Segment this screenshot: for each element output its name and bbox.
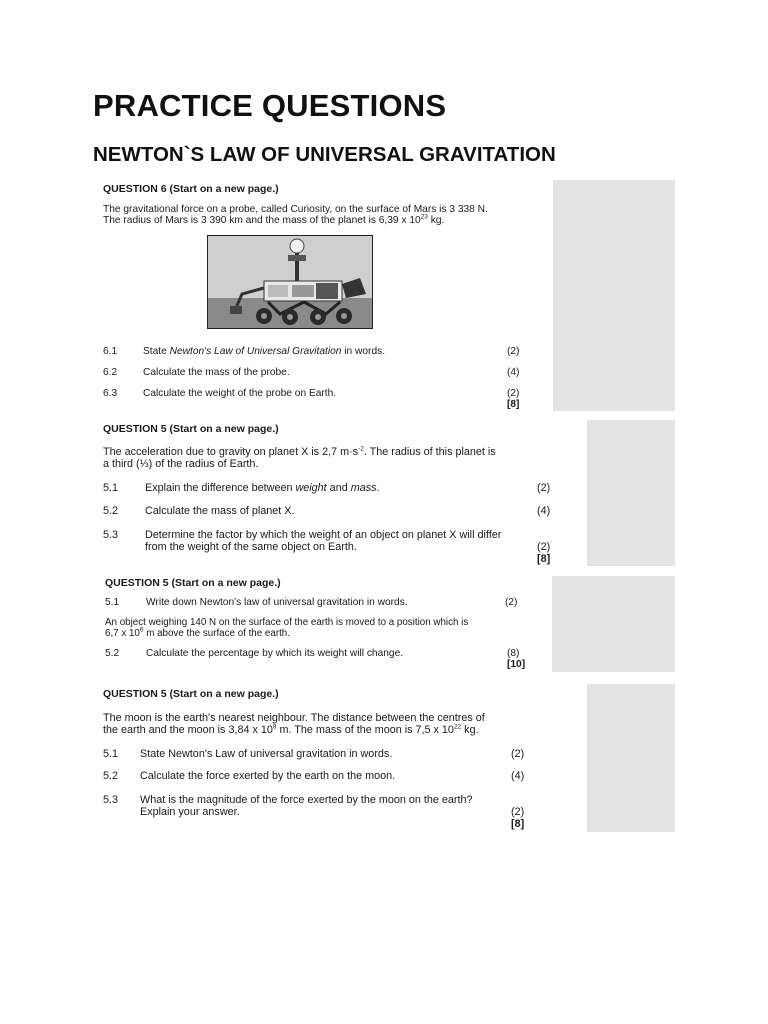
item-text: Explain your answer. [140, 806, 240, 818]
question-heading: QUESTION 5 (Start on a new page.) [105, 577, 281, 589]
rover-illustration [208, 236, 373, 329]
item-marks: (2) [537, 541, 551, 553]
item-marks: (2) [505, 597, 518, 608]
item-text: Explain the difference between weight and mass. [145, 482, 380, 494]
page-title: PRACTICE QUESTIONS [93, 88, 447, 123]
question-intro-line: The gravitational force on a probe, called Curiosity, on the surface of Mars is 3 338 N. [103, 204, 488, 215]
item-text: Write down Newton's law of universal gravitation in words. [146, 597, 408, 608]
question-heading: QUESTION 5 (Start on a new page.) [103, 688, 279, 700]
item-text: Calculate the weight of the probe on Earth. [143, 388, 337, 399]
item-marks: (2) [507, 346, 520, 357]
question-intro-line: The moon is the earth's nearest neighbour. The distance between the centres of [103, 712, 485, 724]
question-total: [8] [511, 818, 525, 830]
item-marks: (2) [537, 482, 551, 494]
item-marks: (2) [507, 388, 520, 399]
item-number: 6.2 [103, 367, 118, 378]
question-total: [8] [537, 553, 551, 565]
item-number: 5.1 [103, 748, 119, 760]
margin-strip-q3 [552, 576, 675, 672]
item-marks: (4) [537, 505, 551, 517]
item-number: 5.3 [103, 529, 119, 541]
question-total: [10] [507, 659, 526, 670]
item-marks: (4) [507, 367, 520, 378]
item-number: 6.3 [103, 388, 118, 399]
item-number: 5.2 [105, 648, 120, 659]
question-heading: QUESTION 5 (Start on a new page.) [103, 423, 279, 435]
item-number: 5.1 [103, 482, 119, 494]
question-intro-line: An object weighing 140 N on the surface of the earth is moved to a position which is [105, 617, 469, 628]
item-number: 5.1 [105, 597, 120, 608]
item-number: 5.3 [103, 794, 119, 806]
item-text: State Newton's Law of universal gravitation in words. [140, 748, 393, 760]
question-heading: QUESTION 6 (Start on a new page.) [103, 183, 279, 195]
page-subtitle: NEWTON`S LAW OF UNIVERSAL GRAVITATION [93, 143, 556, 166]
question-intro-line: The acceleration due to gravity on planet X is 2,7 $m\cdot s^{-2}$. The radius of this planet is [103, 445, 496, 458]
item-marks: (2) [511, 806, 525, 818]
item-marks: (4) [511, 770, 525, 782]
question-intro-line: 6,7 x $10^6$ m above the surface of the earth. [105, 626, 290, 639]
item-text: Calculate the percentage by which its weight will change. [146, 648, 404, 659]
item-text: Determine the factor by which the weight of an object on planet X will differ [145, 529, 502, 541]
question-intro-line: The radius of Mars is 3 390 km and the mass of the planet is 6,39 x $10^{23}$ kg. [103, 213, 445, 226]
margin-strip-q4 [587, 684, 675, 832]
margin-strip-q2 [587, 420, 675, 566]
item-marks: (2) [511, 748, 525, 760]
item-text: Calculate the mass of the probe. [143, 367, 290, 378]
item-text: State Newton's Law of Universal Gravitation in words. [143, 346, 386, 357]
question-intro-line: a third (⅓) of the radius of Earth. [103, 458, 259, 470]
question-intro-line: the earth and the moon is 3,84 x $10^8$ m. The mass of the moon is 7,5 x $10^{22}$ kg. [103, 723, 479, 736]
curiosity-rover-image [207, 235, 373, 329]
item-text: from the weight of the same object on Earth. [145, 541, 357, 553]
question-total: [8] [507, 399, 520, 410]
margin-strip-q1 [553, 180, 675, 411]
item-number: 6.1 [103, 346, 118, 357]
item-marks: (8) [507, 648, 520, 659]
item-number: 5.2 [103, 505, 119, 517]
item-text: Calculate the mass of planet X. [145, 505, 295, 517]
item-text: Calculate the force exerted by the earth on the moon. [140, 770, 396, 782]
item-text: What is the magnitude of the force exerted by the moon on the earth? [140, 794, 473, 806]
item-number: 5.2 [103, 770, 119, 782]
